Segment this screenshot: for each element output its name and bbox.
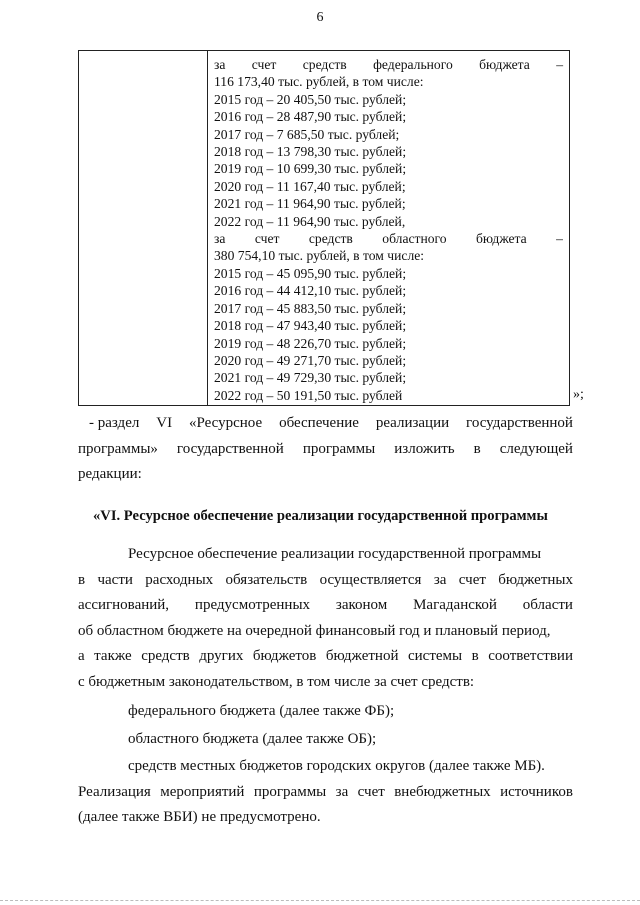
resource-paragraph [78,542,573,831]
extra-budget-line-1: Реализация мероприятий программы за счет внебюджетных источников [78,783,573,800]
regional-year-2021: 2021 год – 49 729,30 тыс. рублей; [214,370,407,386]
federal-year-2015: 2015 год – 20 405,50 тыс. рублей; [214,91,407,107]
page-number: 6 [316,10,324,25]
regional-year-2016: 2016 год – 44 412,10 тыс. рублей; [214,283,407,299]
closing-quote-mark: »; [573,387,584,402]
extra-budget-line-2: (далее также ВБИ) не предусмотрено. [78,809,321,825]
regional-intro-line: за счет средств областного бюджета – [214,231,563,247]
federal-year-2018: 2018 год – 13 798,30 тыс. рублей; [214,144,407,160]
table-funding-cell [208,51,570,406]
item-local-budget: средств местных бюджетов городских округов (далее также МБ). [128,758,545,774]
regional-year-2015: 2015 год – 45 095,90 тыс. рублей; [214,265,407,281]
budget-table [78,50,570,406]
resource-line-4: об областном бюджете на очередной финансовый год и плановый период, [78,622,551,639]
federal-year-2016: 2016 год – 28 487,90 тыс. рублей; [214,109,407,125]
regional-year-2018: 2018 год – 47 943,40 тыс. рублей; [214,318,407,334]
federal-intro-line: за счет средств федерального бюджета – [214,57,563,72]
section-heading: «VI. Ресурсное обеспечение реализации государственной программы [93,508,548,524]
item-federal-budget: федерального бюджета (далее также ФБ); [128,703,395,719]
page-bottom-edge [0,900,640,902]
table-label-cell [79,51,208,406]
federal-year-2020: 2020 год – 11 167,40 тыс. рублей; [214,178,406,194]
resource-line-3: ассигнований, предусмотренных законом Магаданской области [78,597,573,613]
regional-year-2020: 2020 год – 49 271,70 тыс. рублей; [214,352,407,368]
amendment-line-2: программы» государственной программы изложить в следующей [78,440,573,457]
federal-year-2017: 2017 год – 7 685,50 тыс. рублей; [214,126,400,142]
federal-year-2019: 2019 год – 10 699,30 тыс. рублей; [214,161,407,177]
regional-year-2022: 2022 год – 50 191,50 тыс. рублей [214,387,403,403]
regional-year-2019: 2019 год – 48 226,70 тыс. рублей; [214,335,407,351]
item-regional-budget: областного бюджета (далее также ОБ); [128,730,377,747]
amendment-paragraph [78,411,573,488]
regional-year-2017: 2017 год – 45 883,50 тыс. рублей; [214,300,407,316]
resource-line-1: Ресурсное обеспечение реализации государственной программы [128,546,542,562]
amendment-line-3: редакции: [78,466,142,482]
resource-line-5: а также средств других бюджетов бюджетной системы в соответствии [78,648,573,664]
federal-year-2022: 2022 год – 11 964,90 тыс. рублей, [214,213,406,229]
federal-total: 116 173,40 тыс. рублей, в том числе: [214,74,424,90]
amendment-line-1: - раздел VI «Ресурсное обеспечение реализации государственной [89,415,573,431]
resource-line-2: в части расходных обязательств осуществляется за счет бюджетных [78,571,573,588]
regional-total: 380 754,10 тыс. рублей, в том числе: [214,248,425,264]
resource-line-6: с бюджетным законодательством, в том числе за счет средств: [78,673,475,690]
federal-year-2021: 2021 год – 11 964,90 тыс. рублей; [214,196,406,212]
